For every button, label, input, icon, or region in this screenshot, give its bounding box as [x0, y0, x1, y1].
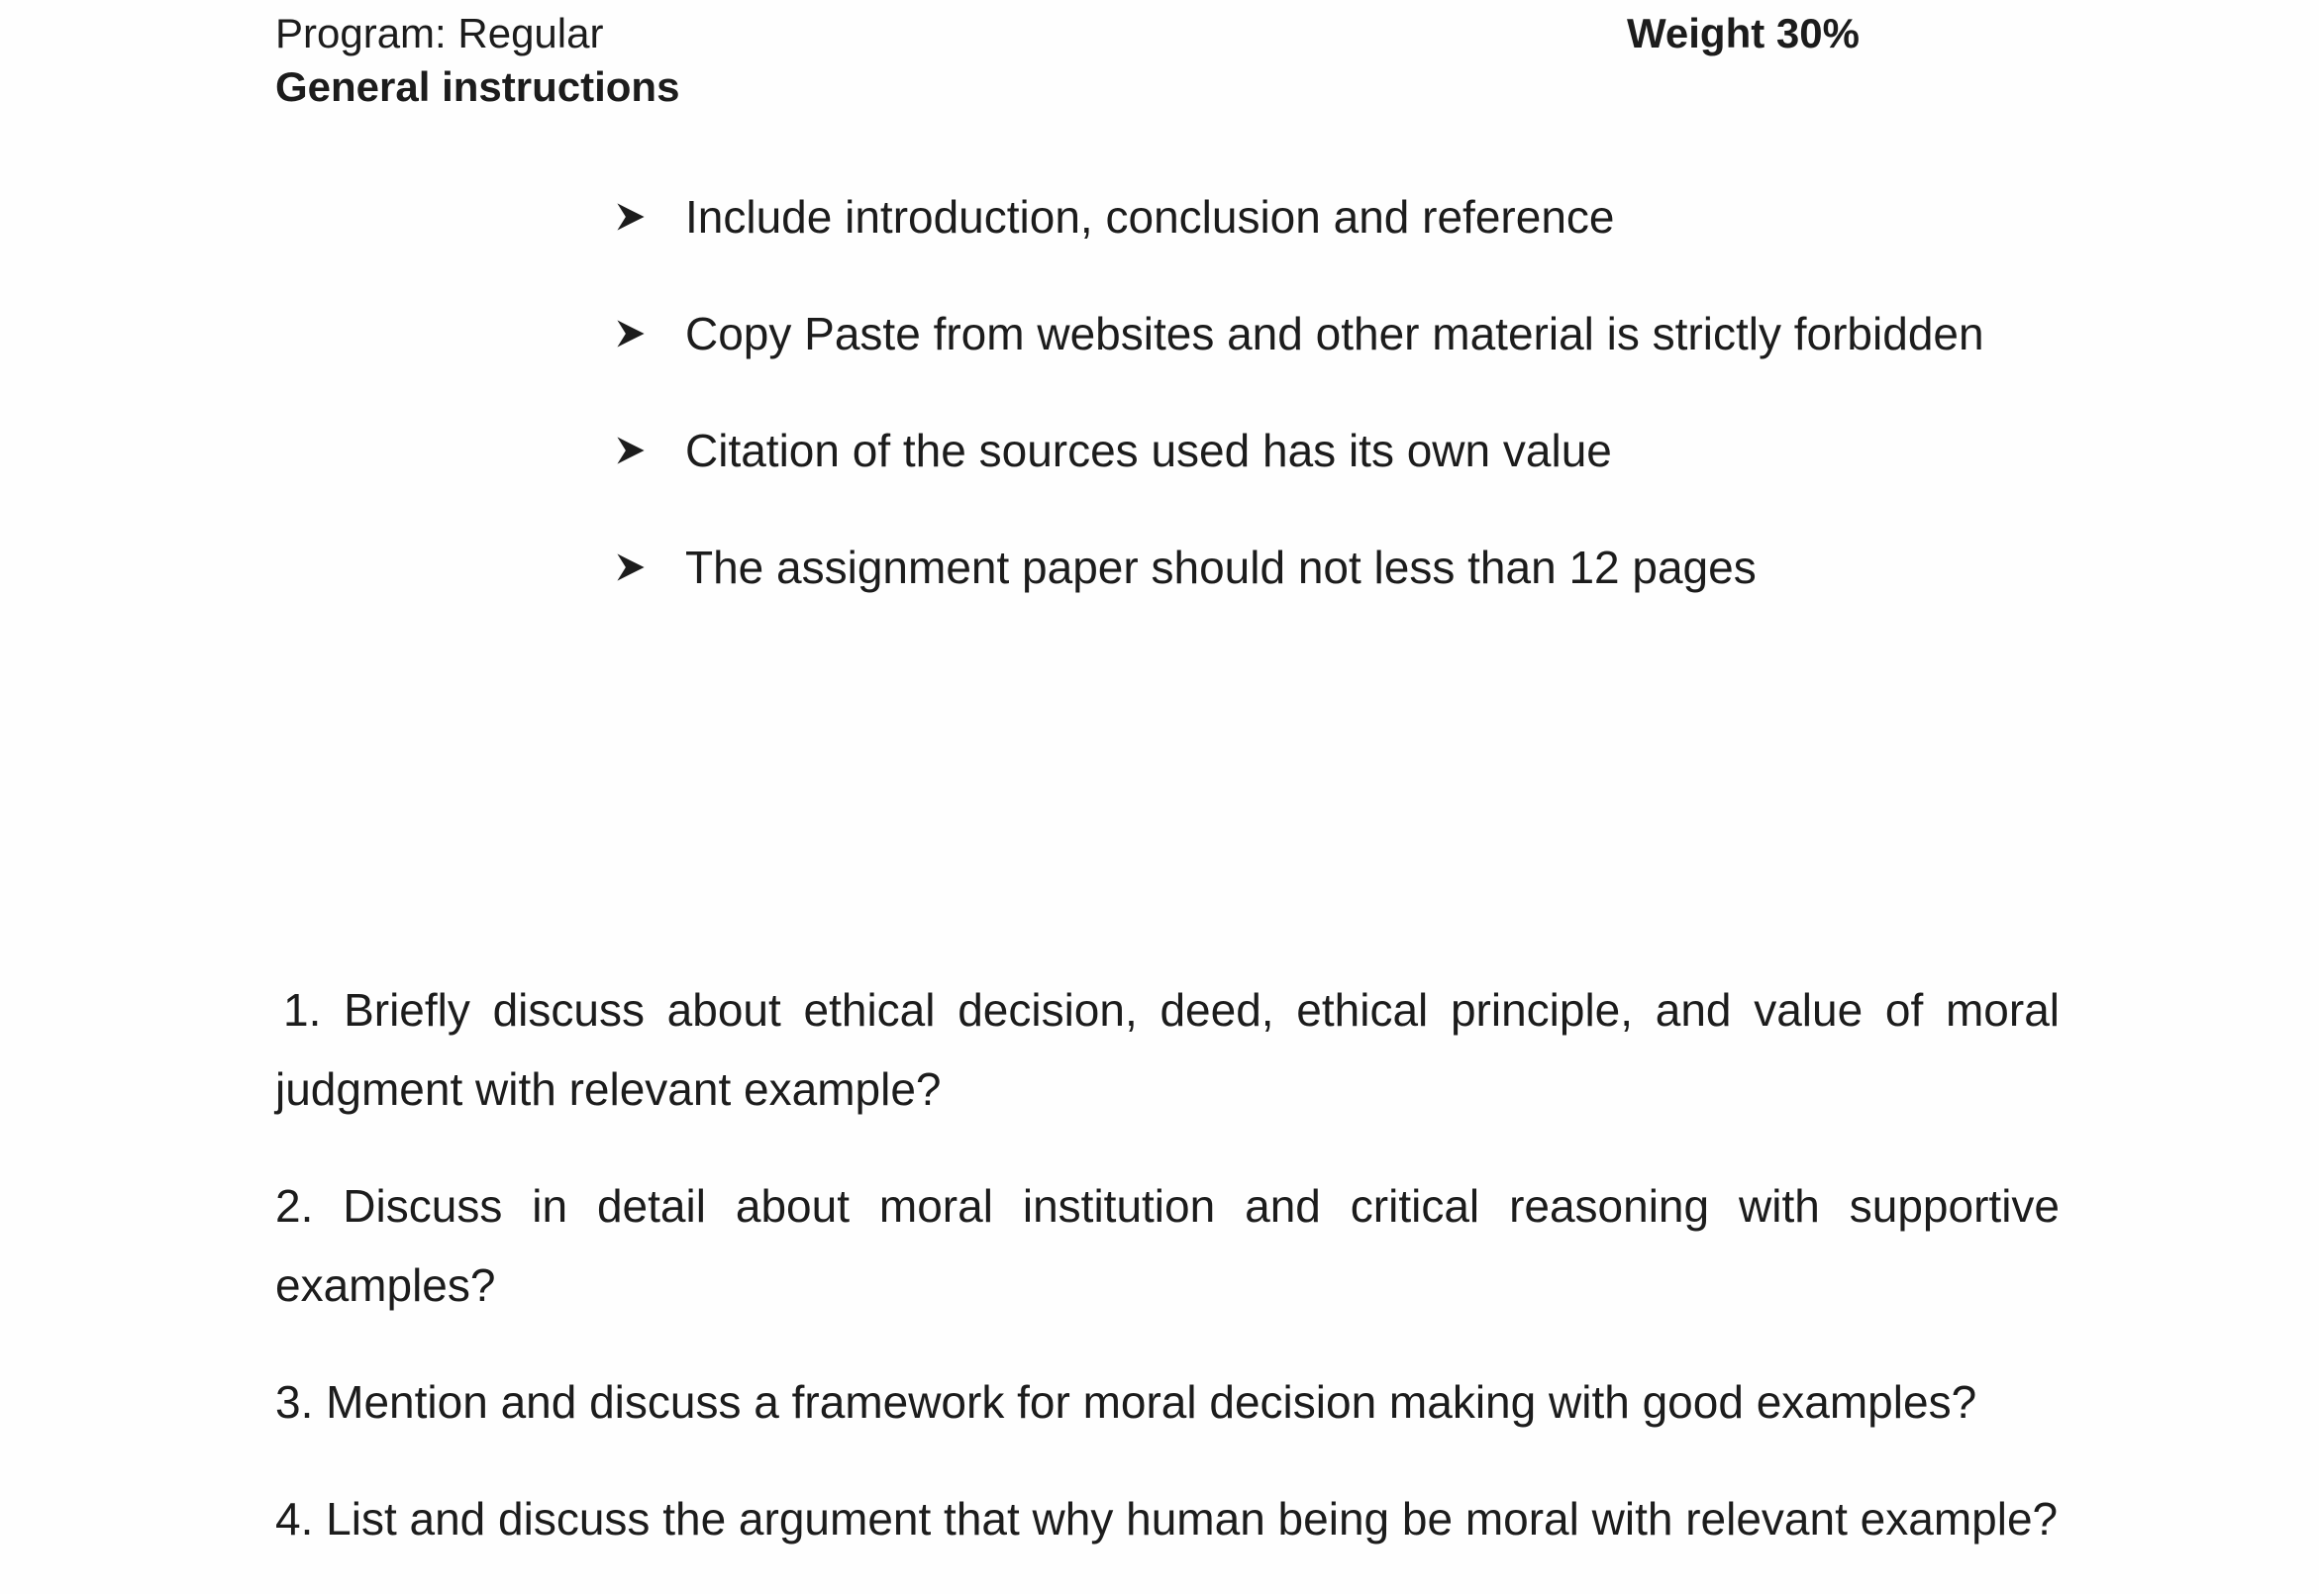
instruction-text: Include introduction, conclusion and reference — [685, 191, 1615, 243]
arrowhead-bullet-icon — [614, 550, 685, 584]
weight-label: Weight 30% — [1627, 10, 1860, 56]
arrowhead-bullet-icon — [614, 434, 685, 467]
arrowhead-bullet-icon — [614, 317, 685, 350]
instruction-item — [614, 392, 2099, 509]
program-label: Program: Regular — [275, 10, 604, 56]
instruction-item — [614, 509, 2099, 626]
question-3: 3. Mention and discuss a framework for moral decision making with good examples? — [275, 1376, 1977, 1428]
question-1: 1. Briefly discuss about ethical decision, deed, ethical principle, and value of moral judgment with relevant example? — [275, 984, 2060, 1115]
instruction-item — [614, 275, 2099, 392]
instructions-list — [614, 158, 2099, 626]
question-4: 4. List and discuss the argument that why human being be moral with relevant example? — [275, 1493, 2059, 1545]
instruction-text: Copy Paste from websites and other material is strictly forbidden — [685, 308, 1984, 359]
question-2: 2. Discuss in detail about moral institution and critical reasoning with supportive examples? — [275, 1180, 2060, 1311]
arrowhead-bullet-icon — [614, 200, 685, 234]
instruction-item — [614, 158, 2099, 275]
instruction-text: Citation of the sources used has its own value — [685, 425, 1612, 476]
general-instructions-heading: General instructions — [275, 63, 680, 110]
questions-list — [275, 970, 2060, 1596]
instruction-text: The assignment paper should not less than 12 pages — [685, 542, 1757, 593]
